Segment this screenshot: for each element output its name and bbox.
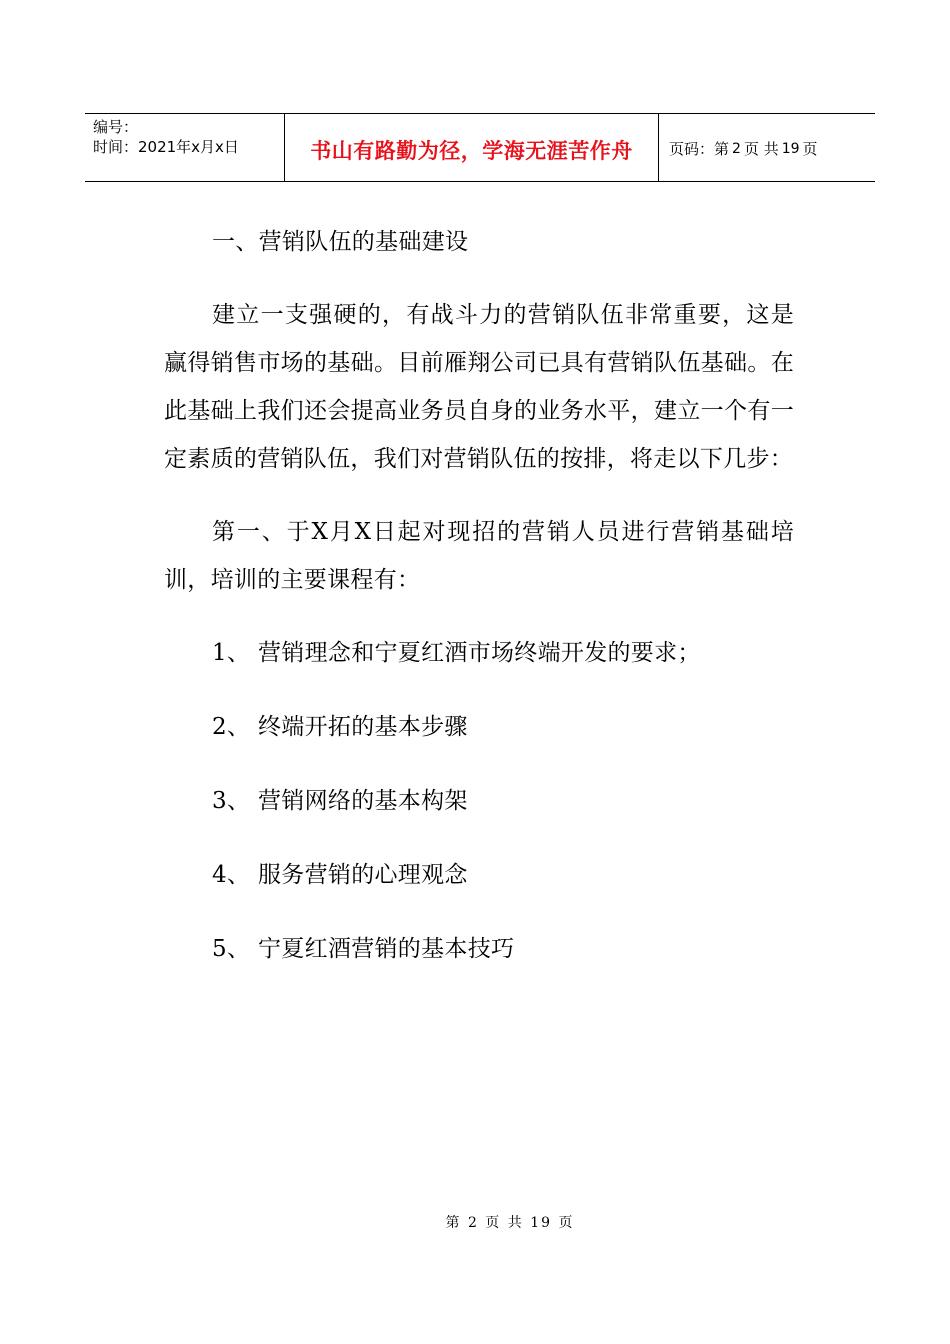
page-footer: 第 2 页 共 19 页	[445, 1215, 575, 1231]
list-number: 2、	[212, 714, 251, 740]
list-number: 3、	[212, 788, 251, 814]
list-text: 营销网络的基本构架	[258, 788, 468, 814]
list-text: 营销理念和宁夏红酒市场终端开发的要求；	[258, 640, 701, 666]
list-item	[164, 925, 794, 973]
page-prefix: 页码：第	[669, 140, 730, 158]
list-text: 宁夏红酒营销的基本技巧	[258, 936, 515, 962]
list-item	[164, 703, 794, 751]
list-text: 终端开拓的基本步骤	[258, 714, 468, 740]
list-item	[164, 777, 794, 825]
list-number: 1、	[212, 640, 251, 666]
page-current: 2	[732, 140, 741, 157]
page-middle: 页 共	[743, 140, 779, 158]
page-suffix: 页	[802, 140, 818, 158]
time-label: 时间：2021年x月x日	[93, 138, 239, 156]
list-number: 5、	[212, 936, 251, 962]
list-item	[164, 851, 794, 899]
list-number: 4、	[212, 862, 251, 888]
header-page-info	[659, 114, 875, 181]
list-text: 服务营销的心理观念	[258, 862, 468, 888]
list-item	[164, 629, 794, 677]
paragraph-2: 第一、于X月X日起对现招的营销人员进行营销基础培训，培训的主要课程有：	[164, 519, 794, 593]
page-total: 19	[781, 140, 800, 157]
code-label: 编号：	[93, 118, 139, 136]
paragraph-1: 建立一支强硬的，有战斗力的营销队伍非常重要，这是赢得销售市场的基础。目前雁翔公司已具有营销队伍基础。在此基础上我们还会提高业务员自身的业务水平，建立一个有一定素质的营销队伍，我们对营销队伍的按排，将走以下几步：	[164, 302, 794, 472]
header-meta-cell	[85, 114, 285, 181]
header-motto: 书山有路勤为径，学海无涯苦作舟	[285, 114, 659, 181]
section-heading: 一、营销队伍的基础建设	[212, 229, 469, 255]
body-text	[164, 218, 794, 999]
header-table	[85, 113, 875, 182]
